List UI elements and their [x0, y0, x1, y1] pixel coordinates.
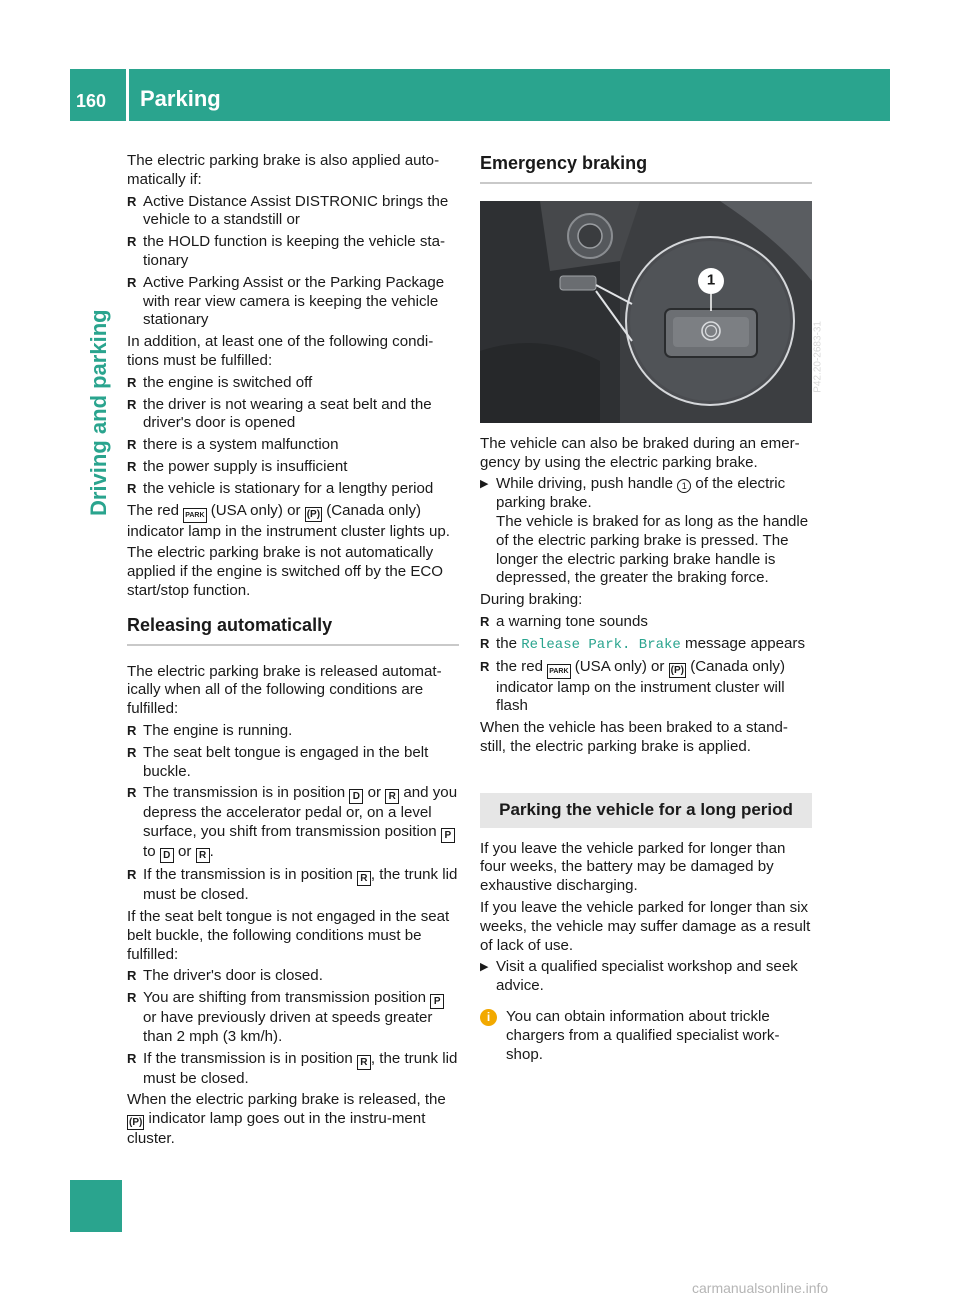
header-divider	[126, 69, 129, 121]
instruction-step: ▶ While driving, push handle 1 of the electric parking brake. The vehicle is braked for as long as the handle of the electric parking brake is pressed. The longer the electric parking brake handle is depressed, the greater the braking force.	[480, 475, 812, 588]
info-note: i You can obtain information about trickle chargers from a qualified specialist work-shop.	[480, 1008, 812, 1064]
list-item: R The transmission is in position D or R and you depress the accelerator pedal or, on a level surface, you shift from transmission position P to D or R .	[127, 784, 459, 863]
section-heading-releasing: Releasing automatically	[127, 616, 459, 646]
list-item: R the Release Park. Brake message appears	[480, 635, 812, 655]
section-heading-emergency: Emergency braking	[480, 154, 812, 184]
list-item: R If the transmission is in position R , the trunk lid must be closed.	[127, 1050, 459, 1089]
gear-r-icon: R	[357, 1055, 371, 1070]
parking-brake-indicator-icon: (P)	[670, 664, 684, 676]
chapter-side-tab: Driving and parking	[86, 309, 111, 516]
long-period-paragraph-1: If you leave the vehicle parked for longer than four weeks, the battery may be damaged by exhaustive discharging.	[480, 839, 786, 895]
list-item: R The seat belt tongue is engaged in the belt buckle.	[127, 744, 459, 782]
seatbelt-intro: If the seat belt tongue is not engaged in the seat belt buckle, the following conditions must be fulfilled:	[127, 907, 450, 963]
display-message: Release Park. Brake	[521, 636, 681, 653]
info-icon: i	[480, 1009, 497, 1026]
long-period-paragraph-2: If you leave the vehicle parked for longer than six weeks, the vehicle may suffer damage as a result of lack of use.	[480, 898, 811, 954]
condition-intro: In addition, at least one of the following condi-tions must be fulfilled:	[127, 333, 434, 369]
gear-p-icon: P	[430, 994, 444, 1009]
list-item: R there is a system malfunction	[127, 436, 459, 455]
releasing-intro: The electric parking brake is released automat-ically when all of the following conditions are fulfilled:	[127, 662, 442, 718]
list-item: R the power supply is insufficient	[127, 458, 459, 477]
parking-brake-figure	[480, 201, 824, 423]
list-item: R You are shifting from transmission position P or have previously driven at speeds greater than 2 mph (3 km/h).	[127, 989, 459, 1047]
section-heading-long-period: Parking the vehicle for a long period	[480, 793, 812, 828]
list-item: R If the transmission is in position R , the trunk lid must be closed.	[127, 866, 459, 905]
gear-r-icon: R	[385, 789, 399, 804]
gear-p-icon: P	[441, 828, 455, 843]
figure-code: P42.20-2683-31	[813, 320, 824, 393]
parking-brake-illustration	[480, 201, 812, 423]
list-item: R The engine is running.	[127, 722, 459, 741]
parking-brake-indicator-icon: (P)	[306, 508, 321, 520]
figure-callout-1: 1	[706, 271, 716, 289]
side-tab-marker	[70, 1180, 122, 1232]
list-item: R Active Distance Assist DISTRONIC brings the vehicle to a standstill or	[127, 193, 459, 231]
gear-d-icon: D	[349, 789, 363, 804]
eco-note: The electric parking brake is not automatically applied if the engine is switched off by the ECO start/stop function.	[127, 544, 444, 599]
instruction-step: ▶ Visit a qualified specialist workshop and seek advice.	[480, 958, 812, 996]
gear-d-icon: D	[160, 848, 174, 863]
left-column	[127, 152, 459, 1152]
callout-1-icon: 1	[677, 479, 691, 493]
park-indicator-icon: PARK	[183, 508, 206, 523]
gear-r-icon: R	[196, 848, 210, 863]
standstill-note: When the vehicle has been braked to a stand-still, the electric parking brake is applied.	[480, 719, 788, 755]
list-item: R The driver's door is closed.	[127, 967, 459, 986]
list-item: R the vehicle is stationary for a lengthy period	[127, 480, 459, 499]
released-note: When the electric parking brake is released, the (P) indicator lamp goes out in the instru-ment cluster.	[127, 1091, 446, 1148]
list-item: R the red PARK (USA only) or (P) (Canada only) indicator lamp on the instrument cluster will flash	[480, 658, 812, 717]
list-item: R the driver is not wearing a seat belt and the driver's door is opened	[127, 396, 459, 434]
right-column	[480, 153, 824, 1064]
indicator-lamp-note: The red PARK (USA only) or (P) (Canada only) indicator lamp in the instrument cluster lights up.	[127, 501, 450, 540]
page-number: 160	[76, 91, 107, 111]
list-item: R a warning tone sounds	[480, 613, 812, 632]
watermark[interactable]: carmanualsonline.info	[692, 1280, 829, 1296]
list-item: R the engine is switched off	[127, 374, 459, 393]
park-indicator-icon: PARK	[547, 664, 570, 679]
auto-apply-intro: The electric parking brake is also applied auto-matically if:	[127, 152, 440, 188]
gear-r-icon: R	[357, 871, 371, 886]
parking-brake-indicator-icon: (P)	[129, 1117, 143, 1129]
emergency-intro: The vehicle can also be braked during an emer-gency by using the electric parking brake.	[480, 434, 800, 471]
list-item: R the HOLD function is keeping the vehicle sta-tionary	[127, 233, 459, 271]
page-title: Parking	[140, 86, 221, 111]
list-item: R Active Parking Assist or the Parking Package with rear view camera is keeping the vehicle stationary	[127, 274, 459, 330]
during-braking-intro: During braking:	[480, 591, 583, 609]
